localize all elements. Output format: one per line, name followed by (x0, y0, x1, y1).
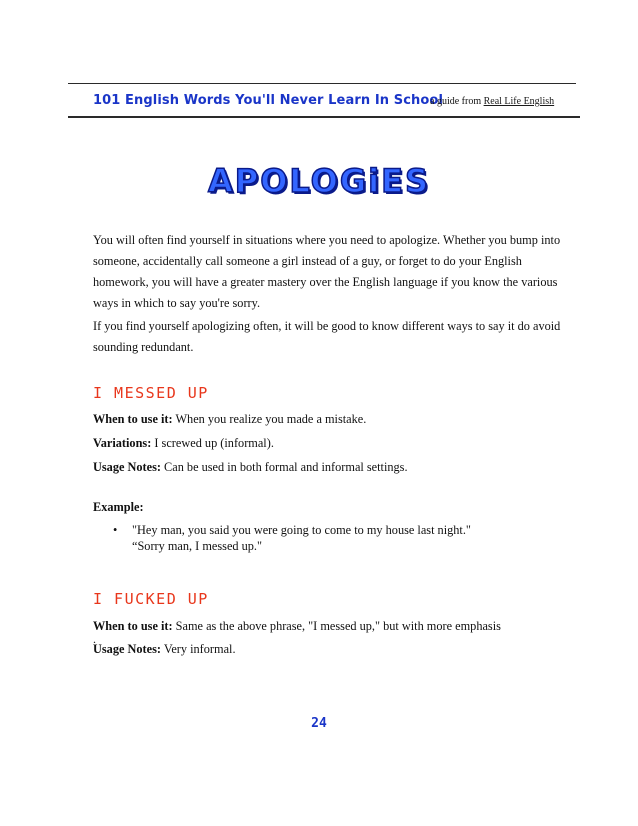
when-text: Same as the above phrase, "I messed up," but with more emphasis (175, 619, 501, 633)
when-to-use-line (93, 619, 501, 634)
chapter-title: APOLOGiES (207, 162, 430, 200)
guide-source-link[interactable]: Real Life English (483, 96, 555, 107)
example-label: Example: (93, 500, 144, 514)
intro-paragraph-2: If you find yourself apologizing often, it will be good to know different ways to say it do avoid sounding redundant. (93, 319, 561, 354)
when-to-use-line (93, 412, 366, 427)
page-number: 24 (311, 716, 327, 731)
usage-text: Can be used in both formal and informal settings. (164, 460, 408, 474)
book-title: 101 English Words You'll Never Learn In School (93, 93, 443, 108)
guide-prefix: a guide from (430, 96, 482, 107)
variations-line (93, 436, 274, 451)
usage-label: Usage Notes: (93, 642, 161, 656)
when-label: When to use it: (93, 412, 173, 426)
usage-notes-line (93, 642, 236, 657)
variations-label: Variations: (93, 436, 152, 450)
bullet-icon: • (113, 523, 118, 537)
when-label: When to use it: (93, 619, 173, 633)
header-top-rule (68, 83, 576, 84)
usage-notes-line (93, 460, 408, 475)
example-heading (93, 500, 144, 515)
variations-text: I screwed up (informal). (154, 436, 274, 450)
header-bottom-rule (68, 116, 580, 118)
example-line-2: “Sorry man, I messed up." (132, 539, 263, 553)
when-text: When you realize you made a mistake. (175, 412, 367, 426)
section-heading-fucked-up: I FUCKED UP (93, 590, 209, 608)
section-heading-messed-up: I MESSED UP (93, 384, 209, 402)
usage-text: Very informal. (163, 642, 236, 656)
guide-attribution (430, 96, 554, 107)
intro-paragraph-1: You will often find yourself in situations where you need to apologize. Whether you bump into someone, accidentally call someone a girl instead of a guy, or forget to do your English homework, you will have a greater mastery over the English language if you know the various ways in which to say you're sorry. (93, 233, 561, 310)
stray-period: . (93, 632, 96, 646)
usage-label: Usage Notes: (93, 460, 161, 474)
example-line-1: "Hey man, you said you were going to come to my house last night." (132, 523, 471, 537)
